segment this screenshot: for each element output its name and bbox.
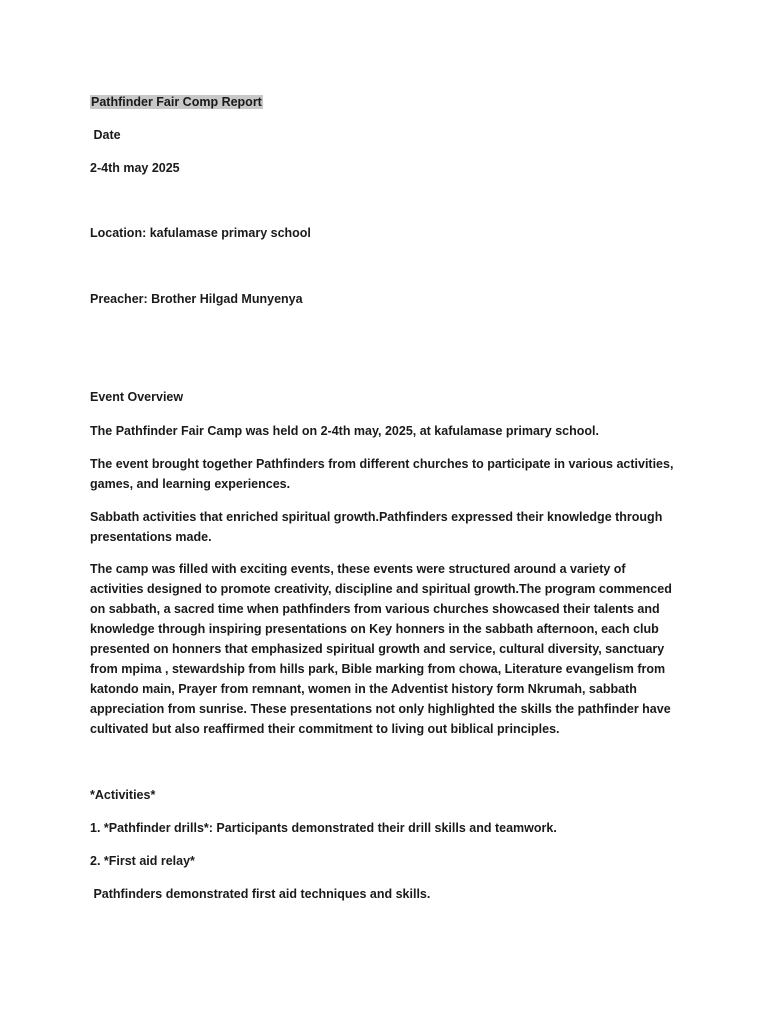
overview-paragraph-3: Sabbath activities that enriched spiritual growth.Pathfinders expressed their knowledge through presentations made.	[90, 510, 663, 544]
overview-paragraph-1: The Pathfinder Fair Camp was held on 2-4th may, 2025, at kafulamase primary school.	[90, 424, 599, 438]
activity-item-2-description: Pathfinders demonstrated first aid techniques and skills.	[90, 887, 431, 901]
document-title-line	[90, 92, 263, 112]
overview-paragraph-2: The event brought together Pathfinders from different churches to participate in various activities, games, and learning experiences.	[90, 457, 674, 491]
event-overview-heading: Event Overview	[90, 390, 184, 404]
document-title: Pathfinder Fair Comp Report	[91, 95, 262, 109]
date-value: 2-4th may 2025	[90, 161, 180, 175]
activity-item-2: 2. *First aid relay*	[90, 854, 195, 868]
activity-item-1: 1. *Pathfinder drills*: Participants demonstrated their drill skills and teamwork.	[90, 821, 557, 835]
location-text: Location: kafulamase primary school	[90, 226, 311, 240]
overview-paragraph-4: The camp was filled with exciting events, these events were structured around a variety of activities designed to promote creativity, discipline and spiritual growth.The program commenced on sabbath, a sacred time when pathfinders from various churches showcased their talents and knowledge through inspiring presentations on Key honners in the sabbath afternoon, each club presented on honners that emphasized spiritual growth and service, cultural diversity, sanctuary from mpima , stewardship from hills park, Bible marking from chowa, Literature evangelism from katondo main, Prayer from remnant, women in the Adventist history form Nkrumah, sabbath appreciation from sunrise. These presentations not only highlighted the skills the pathfinder have cultivated but also reaffirmed their commitment to living out biblical principles.	[90, 562, 672, 736]
activities-heading: *Activities*	[90, 788, 156, 802]
preacher-text: Preacher: Brother Hilgad Munyenya	[90, 292, 303, 306]
date-label: Date	[90, 128, 121, 142]
